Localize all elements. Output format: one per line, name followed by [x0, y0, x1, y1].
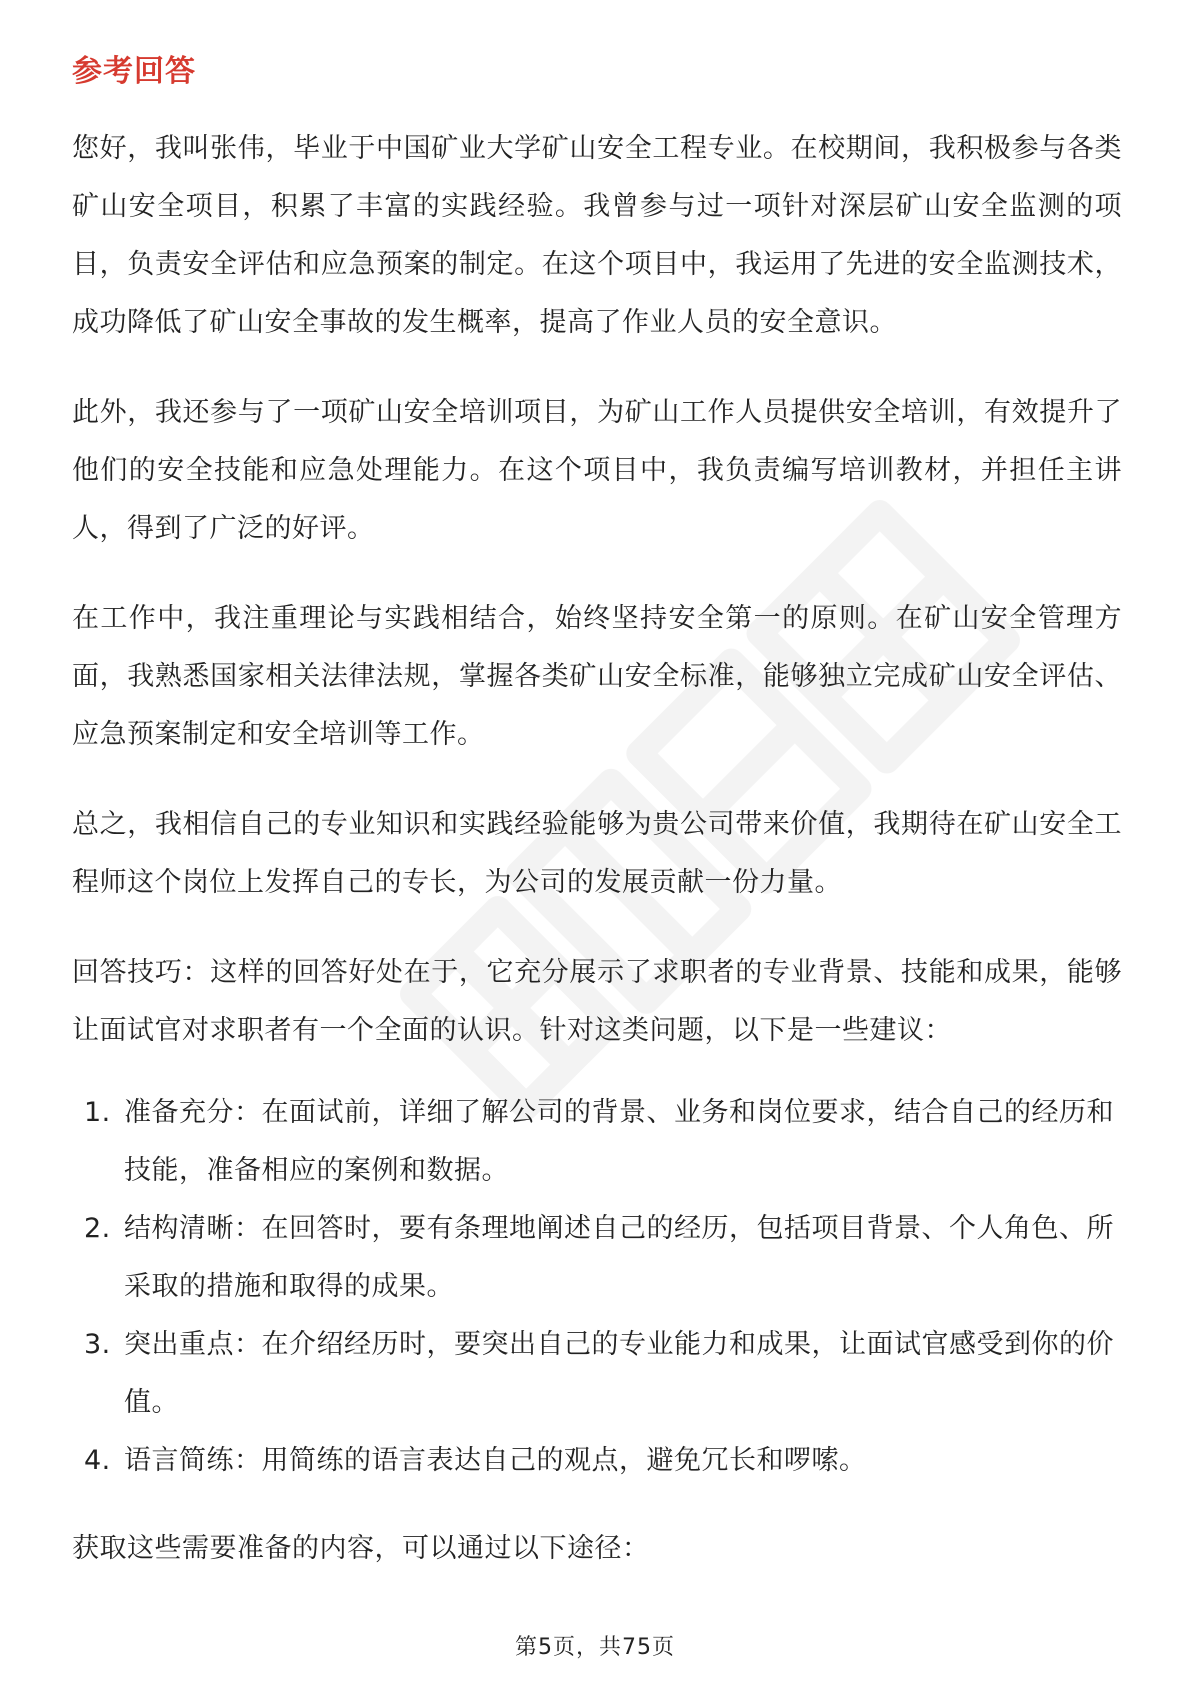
answer-paragraph-4: 总之，我相信自己的专业知识和实践经验能够为贵公司带来价值，我期待在矿山安全工程师这个岗位上发挥自己的专长，为公司的发展贡献一份力量。: [72, 809, 1122, 898]
list-item: [72, 1200, 1122, 1316]
list-item-text: 突出重点：在介绍经历时，要突出自己的专业能力和成果，让面试官感受到你的价值。: [124, 1329, 1114, 1418]
list-item: [72, 1432, 1122, 1490]
document-page: [72, 50, 1122, 1610]
list-number: 1.: [84, 1097, 111, 1128]
list-item: [72, 1084, 1122, 1200]
list-item: [72, 1316, 1122, 1432]
tips-list: [72, 1084, 1122, 1490]
closing-paragraph: 获取这些需要准备的内容，可以通过以下途径：: [72, 1533, 650, 1564]
answer-paragraph-2: 此外，我还参与了一项矿山安全培训项目，为矿山工作人员提供安全培训，有效提升了他们的安全技能和应急处理能力。在这个项目中，我负责编写培训教材，并担任主讲人，得到了广泛的好评。: [72, 397, 1122, 544]
list-item-text: 语言简练：用简练的语言表达自己的观点，避免冗长和啰嗦。: [124, 1445, 867, 1476]
answer-paragraph-1: 您好，我叫张伟，毕业于中国矿业大学矿山安全工程专业。在校期间，我积极参与各类矿山安全项目，积累了丰富的实践经验。我曾参与过一项针对深层矿山安全监测的项目，负责安全评估和应急预案的制定。在这个项目中，我运用了先进的安全监测技术，成功降低了矿山安全事故的发生概率，提高了作业人员的安全意识。: [72, 133, 1122, 338]
list-number: 2.: [84, 1213, 111, 1244]
list-number: 3.: [84, 1329, 111, 1360]
answer-paragraph-3: 在工作中，我注重理论与实践相结合，始终坚持安全第一的原则。在矿山安全管理方面，我熟悉国家相关法律法规，掌握各类矿山安全标准，能够独立完成矿山安全评估、应急预案制定和安全培训等工作。: [72, 603, 1122, 750]
page-footer: 第5页，共75页: [515, 1635, 675, 1660]
tips-intro-paragraph: 回答技巧：这样的回答好处在于，它充分展示了求职者的专业背景、技能和成果，能够让面试官对求职者有一个全面的认识。针对这类问题，以下是一些建议：: [72, 957, 1122, 1046]
list-item-text: 准备充分：在面试前，详细了解公司的背景、业务和岗位要求，结合自己的经历和技能，准备相应的案例和数据。: [124, 1097, 1114, 1186]
list-number: 4.: [84, 1445, 111, 1476]
section-heading: 参考回答: [72, 54, 196, 89]
list-item-text: 结构清晰：在回答时，要有条理地阐述自己的经历，包括项目背景、个人角色、所采取的措施和取得的成果。: [124, 1213, 1114, 1302]
